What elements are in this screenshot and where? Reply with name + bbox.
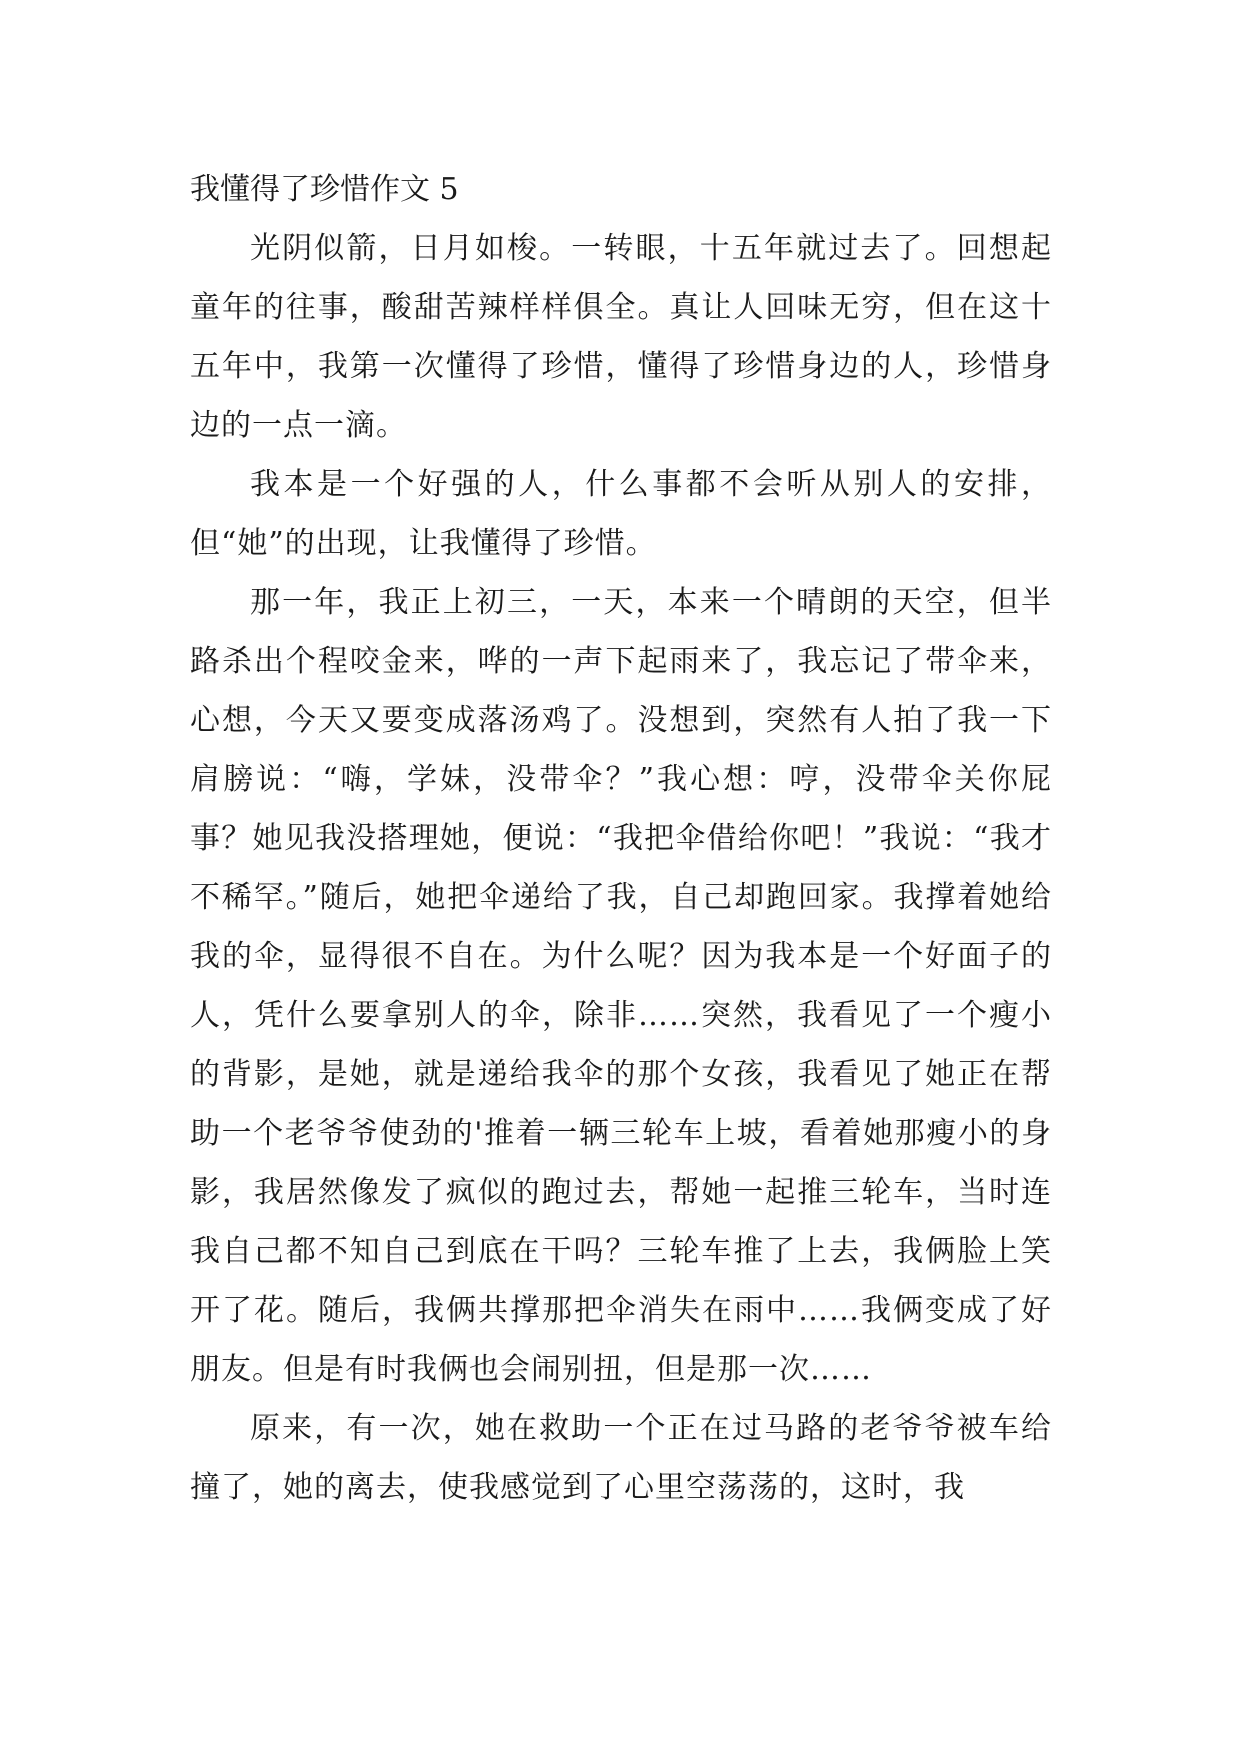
document-body bbox=[190, 160, 1052, 1517]
paragraph-4: 原来，有一次，她在救助一个正在过马路的老爷爷被车给撞了，她的离去，使我感觉到了心里空荡荡的，这时，我 bbox=[190, 1411, 1052, 1505]
paragraph-3: 那一年，我正上初三，一天，本来一个晴朗的天空，但半路杀出个程咬金来，哗的一声下起雨来了，我忘记了带伞来，心想，今天又要变成落汤鸡了。没想到，突然有人拍了我一下肩膀说：“嗨，学妹，没带伞？”我心想：哼，没带伞关你屁事？她见我没搭理她，便说：“我把伞借给你吧！”我说：“我才不稀罕。”随后，她把伞递给了我，自己却跑回家。我撑着她给我的伞，显得很不自在。为什么呢？因为我本是一个好面子的人，凭什么要拿别人的伞，除非……突然，我看见了一个瘦小的背影，是她，就是递给我伞的那个女孩，我看见了她正在帮助一个老爷爷使劲的'推着一辆三轮车上坡，看着她那瘦小的身影，我居然像发了疯似的跑过去，帮她一起推三轮车，当时连我自己都不知自己到底在干吗？三轮车推了上去，我俩脸上笑开了花。随后，我俩共撑那把伞消失在雨中……我俩变成了好朋友。但是有时我俩也会闹别扭，但是那一次…… bbox=[190, 585, 1052, 1387]
document-title: 我懂得了珍惜作文 5 bbox=[190, 172, 459, 207]
paragraph-2: 我本是一个好强的人，什么事都不会听从别人的安排，但“她”的出现，让我懂得了珍惜。 bbox=[190, 467, 1052, 561]
paragraph-1: 光阴似箭，日月如梭。一转眼，十五年就过去了。回想起童年的往事，酸甜苦辣样样俱全。真让人回味无穷，但在这十五年中，我第一次懂得了珍惜，懂得了珍惜身边的人，珍惜身边的一点一滴。 bbox=[190, 231, 1052, 443]
